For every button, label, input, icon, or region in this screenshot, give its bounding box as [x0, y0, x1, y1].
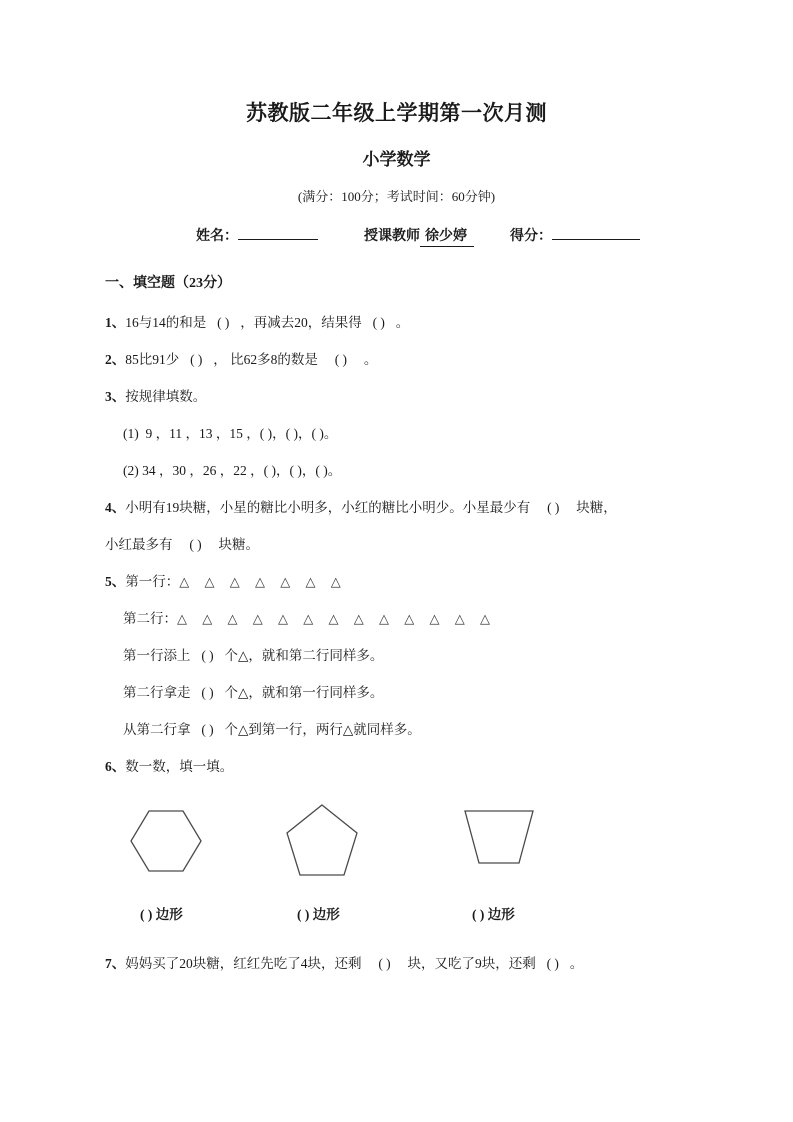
question-5-sub-2-text-b: 个△，就和第一行同样多。 [224, 685, 384, 700]
question-3 [105, 390, 743, 404]
question-4-text-c: 小红最多有 [105, 537, 173, 552]
question-3-row-1-blanks[interactable]: ( )，( )，( )。 [259, 426, 338, 441]
question-2 [105, 353, 743, 367]
question-4-text-b: 块糖， [576, 500, 617, 515]
question-2-blank-a[interactable]: ( ) [190, 352, 203, 367]
teacher-value: 徐少婷 [420, 225, 474, 247]
pentagon-icon [277, 797, 367, 887]
hexagon-icon [127, 797, 207, 877]
shape-answer-labels [105, 903, 743, 927]
shape-figures [105, 797, 743, 897]
hexagon-figure [127, 797, 207, 882]
question-6-number: 6、 [105, 759, 126, 774]
question-3-row-1-label: (1) [123, 426, 139, 441]
exam-body [105, 272, 743, 994]
question-2-number: 2、 [105, 352, 126, 367]
question-5-sub-3 [105, 723, 743, 737]
question-4-number: 4、 [105, 500, 126, 515]
question-4-text-a: 小明有19块糖，小星的糖比小明多，小红的糖比小明少。小星最少有 [125, 500, 531, 515]
score-label: 得分： [510, 229, 552, 244]
question-3-row-2-label: (2) [123, 463, 139, 478]
hexagon-answer-blank[interactable]: ( ) 边形 [140, 907, 183, 922]
triangle-row-2: △ △ △ △ △ △ △ △ △ △ △ △ △ [177, 611, 496, 626]
question-7-number: 7、 [105, 956, 126, 971]
question-4-blank-b[interactable]: ( ) [189, 537, 202, 552]
trapezoid-answer-blank[interactable]: ( ) 边形 [472, 907, 515, 922]
question-3-row-2 [105, 464, 743, 478]
question-1-blank-a[interactable]: ( ) [217, 315, 230, 330]
question-7-text-b: 块，又吃了9块，还剩 [407, 956, 536, 971]
question-5-sub-1-blank[interactable]: ( ) [201, 648, 214, 663]
question-5-row-2 [105, 612, 743, 626]
student-info-row [196, 225, 643, 247]
question-4-line-1 [105, 501, 743, 515]
question-5-row-1 [105, 575, 743, 589]
question-7-text-c: 。 [569, 956, 584, 971]
question-7-blank-b[interactable]: ( ) [546, 956, 559, 971]
question-2-text-a: 85比91少 [125, 352, 180, 367]
question-7-blank-a[interactable]: ( ) [378, 956, 391, 971]
exam-info: (满分：100分；考试时间：60分钟) [297, 189, 496, 204]
question-5-sub-2-text-a: 第二行拿走 [123, 685, 191, 700]
triangle-row-1: △ △ △ △ △ △ △ [179, 574, 347, 589]
question-5-number: 5、 [105, 574, 126, 589]
question-5-row-2-label: 第二行： [123, 611, 177, 626]
question-7-text-a: 妈妈买了20块糖，红红先吃了4块，还剩 [125, 956, 362, 971]
question-5-sub-1-text-a: 第一行添上 [123, 648, 191, 663]
question-4-text-d: 块糖。 [218, 537, 259, 552]
question-6-prompt: 数一数，填一填。 [125, 759, 234, 774]
question-4-blank-a[interactable]: ( ) [547, 500, 560, 515]
question-2-text-c: 。 [363, 352, 378, 367]
question-5-sub-3-blank[interactable]: ( ) [201, 722, 214, 737]
question-3-row-2-given: 34 ，30 ，26 ，22 ， [142, 463, 264, 478]
page-subtitle: 小学数学 [362, 150, 431, 169]
trapezoid-figure [457, 797, 547, 882]
question-3-row-1-given: 9 ，11 ，13 ，15 ， [145, 426, 260, 441]
question-7 [105, 957, 743, 971]
question-3-row-2-blanks[interactable]: ( )，( )，( )。 [263, 463, 342, 478]
question-5-sub-2 [105, 686, 743, 700]
question-5-sub-1-text-b: 个△，就和第二行同样多。 [224, 648, 384, 663]
question-3-prompt: 按规律填数。 [125, 389, 207, 404]
question-5-sub-3-text-a: 从第二行拿 [123, 722, 191, 737]
section-heading-fill-blank: 一、填空题（23分） [105, 276, 231, 291]
question-3-number: 3、 [105, 389, 126, 404]
question-3-row-1 [105, 427, 743, 441]
page-title: 苏教版二年级上学期第一次月测 [246, 101, 547, 125]
name-input-blank[interactable] [238, 226, 318, 240]
question-1-blank-b[interactable]: ( ) [372, 315, 385, 330]
question-5-sub-1 [105, 649, 743, 663]
question-6 [105, 760, 743, 774]
question-1-text-c: 。 [395, 315, 410, 330]
trapezoid-icon [457, 797, 547, 877]
question-5-row-1-label: 第一行： [125, 574, 180, 589]
question-1-number: 1、 [105, 315, 126, 330]
pentagon-figure [277, 797, 367, 892]
question-4-line-2 [105, 538, 743, 552]
question-5-sub-3-text-b: 个△到第一行，两行△就同样多。 [224, 722, 421, 737]
question-1-text-a: 16与14的和是 [125, 315, 207, 330]
question-2-blank-b[interactable]: ( ) [334, 352, 348, 367]
question-5-sub-2-blank[interactable]: ( ) [201, 685, 214, 700]
name-label: 姓名： [196, 229, 238, 244]
question-2-text-b: ， 比62多8的数是 [213, 352, 318, 367]
pentagon-answer-blank[interactable]: ( ) 边形 [297, 907, 340, 922]
question-1 [105, 316, 743, 330]
score-input-blank[interactable] [552, 226, 640, 240]
teacher-label: 授课教师 [364, 229, 420, 244]
question-1-text-b: ，再减去20，结果得 [240, 315, 362, 330]
